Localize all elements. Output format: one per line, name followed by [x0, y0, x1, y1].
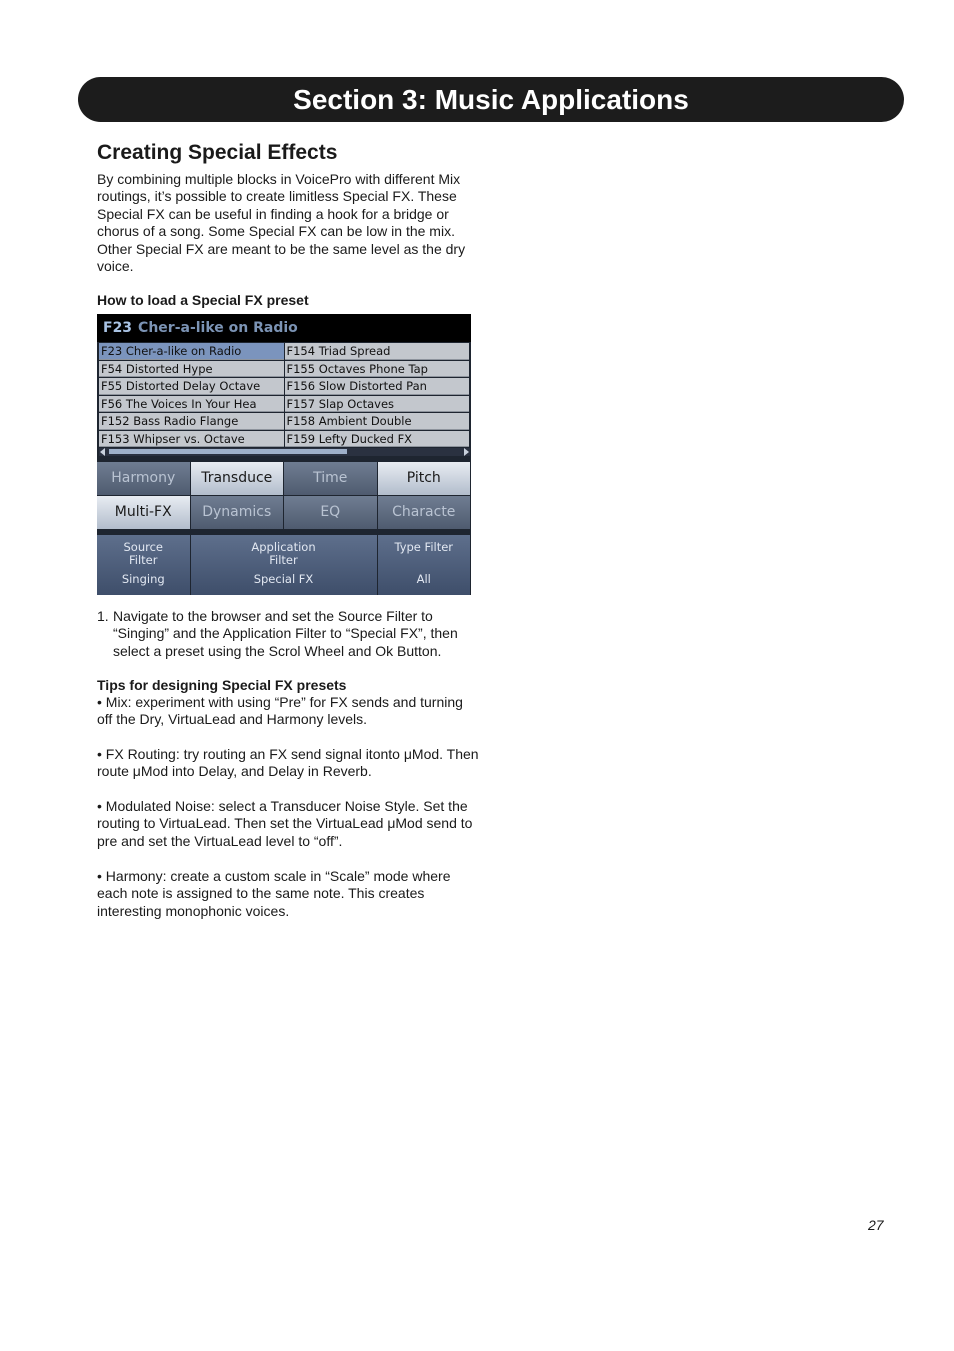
preset-item[interactable]: F56 The Voices In Your Hea — [99, 396, 284, 413]
horizontal-scrollbar[interactable] — [99, 448, 470, 456]
preset-item[interactable]: F54 Distorted Hype — [99, 361, 284, 378]
tab-row — [97, 462, 471, 496]
preset-item[interactable]: F155 Octaves Phone Tap — [285, 361, 470, 378]
scroll-left-arrow-icon[interactable] — [100, 448, 105, 456]
tips-heading: Tips for designing Special FX presets — [97, 677, 347, 693]
tab-row — [97, 496, 471, 530]
step-1-text: Navigate to the browser and set the Source Filter to “Singing” and the Application Filter to “Special FX”, then select a preset using the Scrol Wheel and Ok Button. — [113, 608, 458, 659]
preset-item[interactable]: F153 Whipser vs. Octave — [99, 431, 284, 448]
tip-mix: • Mix: experiment with using “Pre” for FX sends and turning off the Dry, VirtuaLead and Harmony levels. — [97, 694, 463, 728]
preset-title-number: F23 — [103, 320, 133, 336]
preset-row — [99, 343, 470, 361]
preset-item[interactable]: F159 Lefty Ducked FX — [285, 431, 470, 448]
type-filter[interactable] — [378, 535, 471, 595]
type-filter-label: Type Filter — [394, 540, 454, 554]
preset-item-selected[interactable]: F23 Cher-a-like on Radio — [99, 343, 284, 360]
block-tabs — [97, 462, 471, 530]
tab-dynamics[interactable]: Dynamics — [191, 496, 284, 529]
source-filter-label: Source Filter — [123, 540, 163, 567]
preset-browser-screen — [97, 314, 471, 595]
preset-row — [99, 378, 470, 396]
preset-row — [99, 396, 470, 414]
preset-item[interactable]: F154 Triad Spread — [285, 343, 470, 360]
source-filter[interactable] — [97, 535, 190, 595]
source-filter-value: Singing — [121, 572, 165, 586]
tab-eq[interactable]: EQ — [284, 496, 377, 529]
preset-title-bar — [97, 314, 471, 342]
preset-item[interactable]: F157 Slap Octaves — [285, 396, 470, 413]
tab-character[interactable]: Characte — [378, 496, 471, 529]
preset-item[interactable]: F156 Slow Distorted Pan — [285, 378, 470, 395]
preset-item[interactable]: F55 Distorted Delay Octave — [99, 378, 284, 395]
scroll-right-arrow-icon[interactable] — [464, 448, 469, 456]
application-filter[interactable] — [191, 535, 377, 595]
tip-harmony: • Harmony: create a custom scale in “Scale” mode where each note is assigned to the same note. This creates interesting monophonic voices. — [97, 868, 451, 919]
preset-list — [99, 343, 470, 448]
scrollbar-thumb[interactable] — [109, 449, 347, 454]
tab-time[interactable]: Time — [284, 462, 377, 495]
step-1-number: 1. — [97, 608, 109, 624]
section-heading: Creating Special Effects — [97, 141, 338, 164]
howto-heading: How to load a Special FX preset — [97, 292, 309, 308]
application-filter-value: Special FX — [253, 572, 314, 586]
tab-multi-fx[interactable]: Multi-FX — [97, 496, 190, 529]
tip-fx-routing: • FX Routing: try routing an FX send signal itonto μMod. Then route μMod into Delay, and Delay in Reverb. — [97, 746, 479, 780]
tab-transduce[interactable]: Transduce — [191, 462, 284, 495]
tab-pitch[interactable]: Pitch — [378, 462, 471, 495]
preset-row — [99, 361, 470, 379]
intro-paragraph: By combining multiple blocks in VoicePro with different Mix routings, it’s possible to create limitless Special FX. These Special FX can be useful in finding a hook for a bridge or chorus of a song. Some Special FX can be low in the mix. Other Special FX are meant to be the same level as the dry voice. — [97, 171, 466, 275]
type-filter-value: All — [416, 572, 431, 586]
preset-item[interactable]: F152 Bass Radio Flange — [99, 413, 284, 430]
preset-row — [99, 413, 470, 431]
application-filter-label: Application Filter — [251, 540, 316, 567]
preset-title-name: Cher-a-like on Radio — [138, 320, 298, 336]
page-number: 27 — [868, 1217, 884, 1233]
step-1 — [97, 608, 479, 660]
filter-bar — [97, 535, 471, 595]
preset-item[interactable]: F158 Ambient Double — [285, 413, 470, 430]
preset-row — [99, 431, 470, 449]
tip-modulated-noise: • Modulated Noise: select a Transducer Noise Style. Set the routing to VirtuaLead. Then set the VirtuaLead μMod send to pre and set the VirtuaLead level to “off”. — [97, 798, 473, 849]
section-banner: Section 3: Music Applications — [78, 77, 904, 122]
tab-harmony[interactable]: Harmony — [97, 462, 190, 495]
